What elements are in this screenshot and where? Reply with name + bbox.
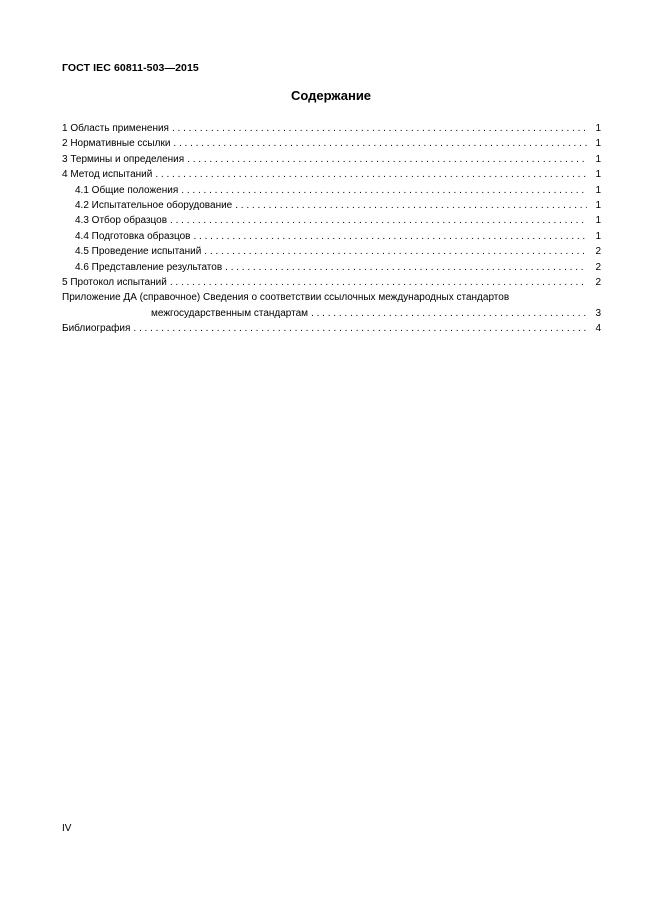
toc-leader-dots (155, 167, 587, 182)
toc-entry-label-line1: Приложение ДА (справочное) Сведения о соответствии ссылочных международных стандартов (62, 292, 510, 304)
page-number-footer: IV (62, 823, 72, 834)
toc-entry-annex-da[interactable] (62, 290, 601, 321)
toc-entry-bibliography[interactable] (62, 321, 601, 336)
toc-entry-label: 4.2 Испытательное оборудование (75, 199, 233, 211)
toc-leader-dots (172, 121, 587, 136)
toc-entry-continuation (62, 306, 601, 321)
toc-title: Содержание (290, 88, 372, 103)
toc-entry-test-equipment[interactable] (62, 198, 601, 213)
toc-entry-label: 5 Протокол испытаний (62, 276, 167, 288)
toc-leader-dots (170, 275, 587, 290)
toc-entry-scope[interactable] (62, 121, 601, 136)
toc-page-number: 1 (595, 169, 601, 181)
toc-leader-dots (193, 229, 587, 244)
toc-entry-terms-definitions[interactable] (62, 152, 601, 167)
toc-leader-dots (235, 198, 587, 213)
toc-page-number: 1 (595, 230, 601, 242)
toc-entry-label: 3 Термины и определения (62, 153, 185, 165)
toc-entry-test-procedure[interactable] (62, 244, 601, 259)
toc-entry-label: 4.5 Проведение испытаний (75, 246, 202, 258)
toc-leader-dots (204, 244, 587, 259)
toc-entry-label-line2: межгосударственным стандартам (151, 307, 309, 319)
toc-page-number: 3 (595, 307, 601, 319)
toc-page-number: 1 (595, 184, 601, 196)
toc-page-number: 2 (595, 276, 601, 288)
toc-leader-dots (311, 306, 587, 321)
toc-entry-label: 4.4 Подготовка образцов (75, 230, 191, 242)
toc-entry-label: 1 Область применения (62, 123, 169, 134)
toc-entry-label: Библиография (62, 323, 131, 335)
toc-entry-test-report[interactable] (62, 275, 601, 290)
document-designation: ГОСТ IEC 60811-503—2015 (62, 62, 199, 74)
toc-entry-label: 4.3 Отбор образцов (75, 215, 168, 227)
table-of-contents (62, 121, 601, 336)
toc-entry-label: 4.6 Представление результатов (75, 261, 223, 273)
toc-page-number: 4 (595, 323, 601, 335)
toc-page-number: 1 (595, 138, 601, 150)
toc-entry-label: 2 Нормативные ссылки (62, 138, 171, 150)
toc-leader-dots (170, 213, 587, 228)
toc-entry-label: 4 Метод испытаний (62, 169, 153, 181)
toc-leader-dots (133, 321, 587, 336)
toc-entry-results-presentation[interactable] (62, 260, 601, 275)
toc-leader-dots (225, 260, 587, 275)
toc-leader-dots (187, 152, 587, 167)
toc-page-number: 1 (595, 123, 601, 134)
toc-leader-dots (181, 183, 587, 198)
toc-leader-dots (173, 136, 587, 151)
toc-page-number: 1 (595, 153, 601, 165)
toc-entry-sampling[interactable] (62, 213, 601, 228)
toc-entry-sample-preparation[interactable] (62, 229, 601, 244)
toc-entry-normative-references[interactable] (62, 136, 601, 151)
toc-page-number: 1 (595, 199, 601, 211)
toc-page-number: 2 (595, 246, 601, 258)
toc-page-number: 1 (595, 215, 601, 227)
toc-entry-label: 4.1 Общие положения (75, 184, 179, 196)
toc-entry-test-method[interactable] (62, 167, 601, 182)
toc-entry-general[interactable] (62, 183, 601, 198)
toc-page-number: 2 (595, 261, 601, 273)
